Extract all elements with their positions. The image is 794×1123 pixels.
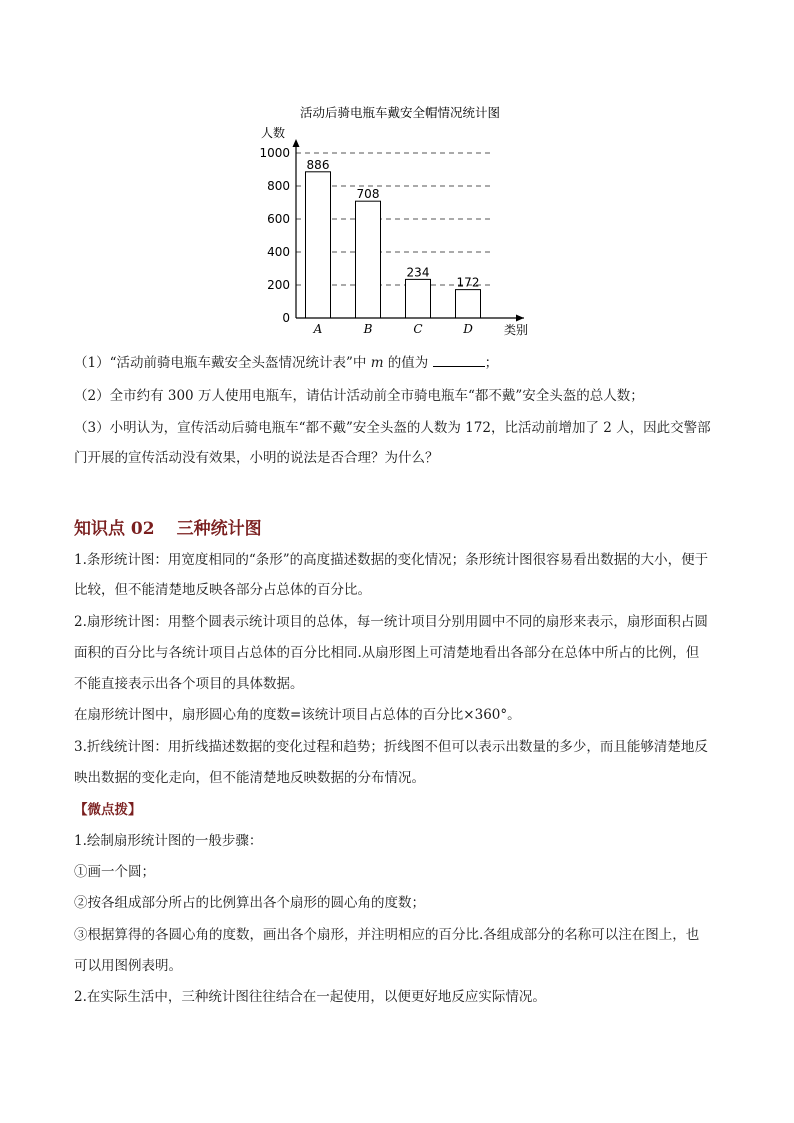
paragraph-pie-chart-1: 2.扇形统计图：用整个圆表示统计项目的总体，每一统计项目分别用圆中不同的扇形来表示，扇形面积占圆 <box>74 614 708 630</box>
q1-prefix: （1）“活动前骑电瓶车戴安全头盔情况统计表”中 <box>74 355 371 371</box>
x-axis-label: 类别 <box>504 323 529 337</box>
y-tick-label: 200 <box>267 278 290 292</box>
question-3-line-1: （3）小明认为，宣传活动后骑电瓶车“都不戴”安全头盔的人数为 172，比活动前增加了 2 人，因此交警部 <box>74 420 711 436</box>
q1-mid: 的值为 <box>383 355 433 371</box>
bar <box>356 201 381 318</box>
y-tick-labels <box>259 146 290 325</box>
x-axis-arrow <box>516 315 524 322</box>
step-3-line-1: ③根据算得的各圆心角的度数，画出各个扇形，并注明相应的百分比.各组成部分的名称可以注在图上，也 <box>74 927 700 943</box>
section-label: 知识点 02 <box>74 519 155 539</box>
question-1 <box>74 354 734 372</box>
y-tick-label: 0 <box>282 311 290 325</box>
paragraph-line-chart-2: 映出数据的变化走向，但不能清楚地反映数据的分布情况。 <box>74 770 425 786</box>
y-axis-arrow <box>293 139 300 147</box>
chart-title: 活动后骑电瓶车戴安全帽情况统计图 <box>299 105 501 120</box>
data-label: 234 <box>406 265 430 280</box>
data-label: 708 <box>356 187 380 202</box>
question-2: （2）全市约有 300 万人使用电瓶车，请估计活动前全市骑电瓶车“都不戴”安全头盔的总人数； <box>74 388 644 404</box>
bar-chart <box>250 98 550 348</box>
paragraph-bar-chart-1: 1.条形统计图：用宽度相同的“条形”的高度描述数据的变化情况；条形统计图很容易看出数据的大小，便于 <box>74 552 709 568</box>
q1-variable: m <box>370 355 384 371</box>
bar <box>406 279 431 318</box>
paragraph-pie-chart-2: 面积的百分比与各统计项目占总体的百分比相同.从扇形图上可清楚地看出各部分在总体中所占的比例，但 <box>74 645 700 661</box>
tip-heading: 【微点拨】 <box>74 802 142 818</box>
y-axis-label: 人数 <box>261 126 286 140</box>
step-1: ①画一个圆； <box>74 864 155 880</box>
bar <box>306 172 331 318</box>
step-3-line-2: 可以用图例表明。 <box>74 958 182 974</box>
section-title: 三种统计图 <box>176 519 262 539</box>
steps-title: 1.绘制扇形统计图的一般步骤： <box>74 833 263 849</box>
answer-blank <box>433 354 485 367</box>
y-tick-label: 1000 <box>259 146 290 160</box>
closing-note: 2.在实际生活中，三种统计图往往结合在一起使用，以便更好地反应实际情况。 <box>74 989 546 1005</box>
y-tick-label: 600 <box>267 212 290 226</box>
x-tick-label: C <box>413 322 423 336</box>
step-2: ②按各组成部分所占的比例算出各个扇形的圆心角的度数； <box>74 895 425 911</box>
y-tick-label: 800 <box>267 179 290 193</box>
bars <box>306 158 481 336</box>
x-tick-label: A <box>313 322 323 336</box>
question-3-line-2: 门开展的宣传活动没有效果，小明的说法是否合理？为什么？ <box>74 450 439 466</box>
bar <box>456 290 481 318</box>
q1-suffix: ； <box>484 355 499 371</box>
data-label: 886 <box>306 157 330 172</box>
paragraph-pie-angle: 在扇形统计图中，扇形圆心角的度数=该统计项目占总体的百分比×360°。 <box>74 707 521 723</box>
paragraph-line-chart-1: 3.折线统计图：用折线描述数据的变化过程和趋势；折线图不但可以表示出数量的多少，而且能够清楚地反 <box>74 739 708 755</box>
paragraph-bar-chart-2: 比较，但不能清楚地反映各部分占总体的百分比。 <box>74 582 371 598</box>
y-tick-label: 400 <box>267 245 290 259</box>
x-tick-label: D <box>463 322 473 336</box>
section-heading <box>74 514 262 539</box>
paragraph-pie-chart-3: 不能直接表示出各个项目的具体数据。 <box>74 676 304 692</box>
data-label: 172 <box>456 275 480 290</box>
x-tick-label: B <box>363 322 373 336</box>
